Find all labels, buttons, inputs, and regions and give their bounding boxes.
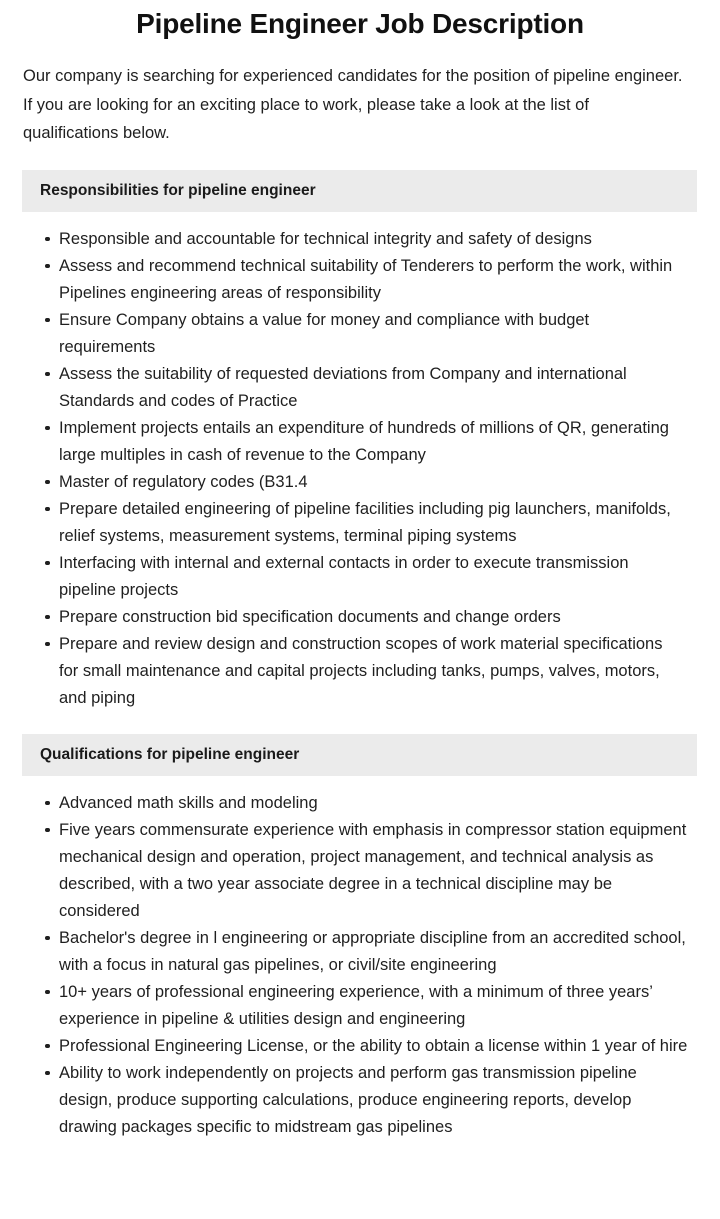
section-qualifications xyxy=(0,734,720,1141)
section-responsibilities xyxy=(0,170,720,712)
list-item: Assess and recommend technical suitability of Tenderers to perform the work, within Pipelines engineering areas of responsibility xyxy=(45,253,680,307)
list-item: Responsible and accountable for technical integrity and safety of designs xyxy=(45,226,680,253)
list-item: Professional Engineering License, or the ability to obtain a license within 1 year of hire xyxy=(45,1033,690,1060)
list-item: 10+ years of professional engineering experience, with a minimum of three years’ experience in pipeline & utilities design and engineering xyxy=(45,979,690,1033)
page-title: Pipeline Engineer Job Description xyxy=(136,8,584,39)
section-heading-qualifications: Qualifications for pipeline engineer xyxy=(22,734,697,776)
list-item: Assess the suitability of requested deviations from Company and international Standards and codes of Practice xyxy=(45,361,680,415)
page-bottom-spacer xyxy=(0,1141,720,1175)
list-item: Interfacing with internal and external contacts in order to execute transmission pipeline projects xyxy=(45,550,680,604)
list-item: Prepare detailed engineering of pipeline facilities including pig launchers, manifolds, relief systems, measurement systems, terminal piping systems xyxy=(45,496,680,550)
list-item: Advanced math skills and modeling xyxy=(45,790,690,817)
list-item: Master of regulatory codes (B31.4 xyxy=(45,469,680,496)
list-item: Implement projects entails an expenditure of hundreds of millions of QR, generating large multiples in cash of revenue to the Company xyxy=(45,415,680,469)
list-item: Prepare and review design and construction scopes of work material specifications for small maintenance and capital projects including tanks, pumps, valves, motors, and piping xyxy=(45,631,680,712)
list-item: Ensure Company obtains a value for money and compliance with budget requirements xyxy=(45,307,680,361)
list-item: Ability to work independently on projects and perform gas transmission pipeline design, produce supporting calculations, produce engineering reports, develop drawing packages specific to midstream gas pipelines xyxy=(45,1060,690,1141)
qualifications-list xyxy=(0,776,720,1141)
list-item: Prepare construction bid specification documents and change orders xyxy=(45,604,680,631)
list-item: Five years commensurate experience with emphasis in compressor station equipment mechanical design and operation, project management, and technical analysis as described, with a two year associate degree in a technical discipline may be considered xyxy=(45,817,690,925)
section-heading-responsibilities: Responsibilities for pipeline engineer xyxy=(22,170,697,212)
responsibilities-list xyxy=(0,212,720,712)
list-item: Bachelor's degree in l engineering or appropriate discipline from an accredited school, with a focus in natural gas pipelines, or civil/site engineering xyxy=(45,925,690,979)
intro-paragraph: Our company is searching for experienced candidates for the position of pipeline engineer. If you are looking for an exciting place to work, please take a look at the list of qualifications below. xyxy=(23,67,683,142)
